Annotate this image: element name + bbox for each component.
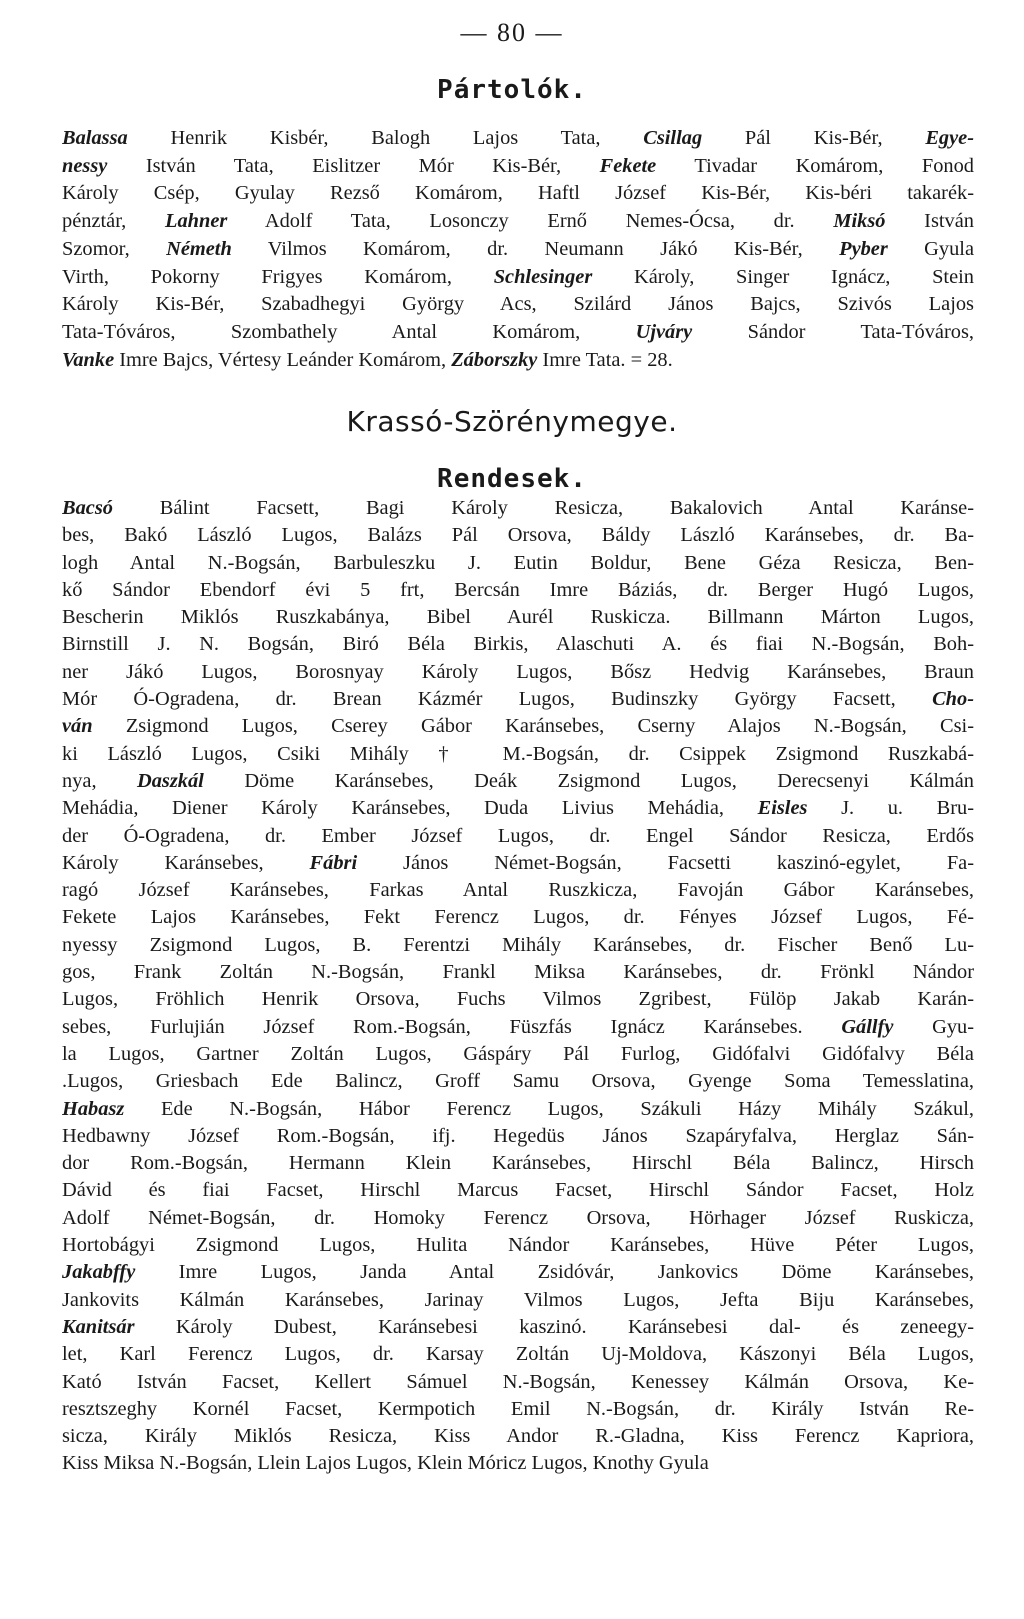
text-run: logh Antal N.-Bogsán, Barbuleszku J. Eutin Boldur, Bene Géza Resicza, Ben- <box>62 551 974 574</box>
text-run: János Német-Bogsán, Facsetti kaszinó-egylet, Fa- <box>357 851 974 874</box>
text-line <box>62 768 974 795</box>
text-line <box>62 1232 974 1259</box>
text-line <box>62 877 974 904</box>
emphasized-name: Egye- <box>925 127 974 149</box>
text-run: Imre Bajcs, Vértesy Leánder Komárom, <box>114 348 452 371</box>
text-line <box>62 1341 974 1368</box>
text-line <box>62 1396 974 1423</box>
text-run: Károly Karánsebes, <box>62 851 310 874</box>
text-run: Kiss Miksa N.-Bogsán, Llein Lajos Lugos, Klein Móricz Lugos, Knothy Gyula <box>62 1452 709 1475</box>
text-line <box>62 631 974 658</box>
text-run: Mehádia, Diener Károly Karánsebes, Duda Livius Mehádia, <box>62 797 758 820</box>
text-line <box>62 986 974 1013</box>
text-line <box>62 264 974 292</box>
text-run: resztszeghy Kornél Facset, Kermpotich Emil N.-Bogsán, dr. Király István Re- <box>62 1397 974 1420</box>
text-run: István <box>885 210 974 233</box>
emphasized-name: Záborszky <box>451 348 538 371</box>
text-run: Virth, Pokorny Frigyes Komárom, <box>62 265 494 288</box>
emphasized-name: Németh <box>166 237 232 260</box>
text-run: ki László Lugos, Csiki Mihály † M.-Bogsán, dr. Csippek Zsigmond Ruszkabá- <box>62 742 974 765</box>
text-run: Birnstill J. N. Bogsán, Biró Béla Birkis, Alaschuti A. és fiai N.-Bogsán, Boh- <box>62 633 974 656</box>
text-run: gos, Frank Zoltán N.-Bogsán, Frankl Miksa Karánsebes, dr. Frönkl Nándor <box>62 961 974 984</box>
section-heading-supporters: Pártolók. <box>437 75 587 105</box>
text-run: Adolf Tata, Losonczy Ernő Nemes-Ócsa, dr. <box>227 210 834 233</box>
text-run: Bálint Facsett, Bagi Károly Resicza, Bakalovich Antal Karánse- <box>112 497 974 519</box>
text-line <box>62 522 974 549</box>
text-run: sicza, Király Miklós Resicza, Kiss Andor R.-Gladna, Kiss Ferencz Kapriora, <box>62 1425 974 1448</box>
supporters-paragraph <box>62 125 974 374</box>
text-line <box>62 550 974 577</box>
text-run: Vilmos Komárom, dr. Neumann Jákó Kis-Bér, <box>231 237 840 260</box>
emphasized-name: Daszkál <box>137 769 204 792</box>
text-run: Hedbawny József Rom.-Bogsán, ifj. Hegedüs János Szapáryfalva, Herglaz Sán- <box>62 1124 974 1147</box>
text-line <box>62 959 974 986</box>
text-line <box>62 1123 974 1150</box>
text-line <box>62 180 974 208</box>
text-line <box>62 495 974 522</box>
text-run: Lugos, Fröhlich Henrik Orsova, Fuchs Vilmos Zgribest, Fülöp Jakab Karán- <box>62 988 974 1011</box>
text-line <box>62 659 974 686</box>
text-line <box>62 1287 974 1314</box>
text-line <box>62 1014 974 1041</box>
emphasized-name: nessy <box>62 154 108 177</box>
text-run: Gyula <box>887 237 974 260</box>
text-line <box>62 319 974 347</box>
emphasized-name: Eisles <box>757 797 808 820</box>
text-run: Imre Tata. = 28. <box>537 348 673 371</box>
text-run: Bescherin Miklós Ruszkabánya, Bibel Aurél Ruskicza. Billmann Márton Lugos, <box>62 606 974 629</box>
text-line <box>62 208 974 236</box>
text-line <box>62 686 974 713</box>
text-run: .Lugos, Griesbach Ede Balincz, Groff Samu Orsova, Gyenge Soma Temesslatina, <box>62 1070 974 1093</box>
emphasized-name: Jakabffy <box>62 1261 136 1284</box>
text-line <box>62 604 974 631</box>
text-run: la Lugos, Gartner Zoltán Lugos, Gáspáry Pál Furlog, Gidófalvi Gidófalvy Béla <box>62 1042 974 1065</box>
text-line <box>62 153 974 181</box>
text-line <box>62 904 974 931</box>
emphasized-name: Bacsó <box>62 497 113 519</box>
text-line <box>62 291 974 319</box>
text-run: nyessy Zsigmond Lugos, B. Ferentzi Mihály Karánsebes, dr. Fischer Benő Lu- <box>62 933 974 956</box>
text-line <box>62 347 974 375</box>
text-run: Jankovits Kálmán Karánsebes, Jarinay Vilmos Lugos, Jefta Biju Karánsebes, <box>62 1288 974 1311</box>
text-line <box>62 1259 974 1286</box>
emphasized-name: Csillag <box>643 127 703 149</box>
text-line <box>62 1423 974 1450</box>
text-line <box>62 125 974 153</box>
section-heading-regular-members: Rendesek. <box>437 464 587 494</box>
text-run: der Ó-Ogradena, dr. Ember József Lugos, dr. Engel Sándor Resicza, Erdős <box>62 824 974 847</box>
emphasized-name: Fekete <box>599 154 657 177</box>
emphasized-name: Balassa <box>62 127 128 149</box>
text-run: bes, Bakó László Lugos, Balázs Pál Orsova, Báldy László Karánsebes, dr. Ba- <box>62 524 974 547</box>
text-run: Sándor Tata-Tóváros, <box>692 320 974 343</box>
text-line <box>62 1177 974 1204</box>
text-run: ragó József Karánsebes, Farkas Antal Ruszkicza, Favoján Gábor Karánsebes, <box>62 879 974 902</box>
text-run: Adolf Német-Bogsán, dr. Homoky Ferencz Orsova, Hörhager József Ruskicza, <box>62 1206 974 1229</box>
text-line <box>62 932 974 959</box>
emphasized-name: Miksó <box>833 210 886 233</box>
text-run: Dávid és fiai Facset, Hirschl Marcus Facset, Hirschl Sándor Facset, Holz <box>62 1179 974 1202</box>
emphasized-name: Kanitsár <box>62 1315 135 1338</box>
text-run: dor Rom.-Bogsán, Hermann Klein Karánsebes, Hirschl Béla Balincz, Hirsch <box>62 1152 974 1175</box>
text-line <box>62 1369 974 1396</box>
text-run: Pál Kis-Bér, <box>702 127 926 149</box>
text-run: Károly, Singer Ignácz, Stein <box>592 265 974 288</box>
text-run: Mór Ó-Ogradena, dr. Brean Kázmér Lugos, Budinszky György Facsett, <box>62 688 933 711</box>
text-line <box>62 1150 974 1177</box>
text-run: kő Sándor Ebendorf évi 5 frt, Bercsán Imre Báziás, dr. Berger Hugó Lugos, <box>62 578 974 601</box>
text-line <box>62 850 974 877</box>
text-line <box>62 1068 974 1095</box>
text-run: Tivadar Komárom, Fonod <box>656 154 974 177</box>
page-number: — 80 — <box>460 18 564 47</box>
text-line <box>62 577 974 604</box>
text-run: pénztár, <box>62 210 165 233</box>
text-run: Károly Dubest, Karánsebesi kaszinó. Karánsebesi dal- és zeneegy- <box>134 1315 974 1338</box>
text-run: nya, <box>62 769 137 792</box>
text-line <box>62 713 974 740</box>
emphasized-name: Vanke <box>62 348 115 371</box>
text-line <box>62 795 974 822</box>
emphasized-name: Schlesinger <box>493 265 593 288</box>
text-run: Kató István Facset, Kellert Sámuel N.-Bogsán, Kenessey Kálmán Orsova, Ke- <box>62 1370 974 1393</box>
text-run: let, Karl Ferencz Lugos, dr. Karsay Zoltán Uj-Moldova, Kászonyi Béla Lugos, <box>62 1343 974 1366</box>
text-run: Döme Karánsebes, Deák Zsigmond Lugos, Derecsenyi Kálmán <box>203 769 974 792</box>
text-run: J. u. Bru- <box>807 797 974 820</box>
text-line <box>62 1450 974 1477</box>
county-title: Krassó-Szörénymegye. <box>346 405 678 438</box>
text-run: Szomor, <box>62 237 167 260</box>
emphasized-name: Ujváry <box>635 320 693 343</box>
text-run: Fekete Lajos Karánsebes, Fekt Ferencz Lugos, dr. Fényes József Lugos, Fé- <box>62 906 974 929</box>
emphasized-name: Cho- <box>932 688 974 711</box>
text-run: Henrik Kisbér, Balogh Lajos Tata, <box>127 127 644 149</box>
emphasized-name: Habasz <box>62 1097 125 1120</box>
text-run: Hortobágyi Zsigmond Lugos, Hulita Nándor Karánsebes, Hüve Péter Lugos, <box>62 1234 974 1257</box>
emphasized-name: ván <box>62 715 93 738</box>
text-line <box>62 1205 974 1232</box>
text-line <box>62 1314 974 1341</box>
text-run: Károly Kis-Bér, Szabadhegyi György Acs, Szilárd János Bajcs, Szivós Lajos <box>62 293 974 316</box>
text-line <box>62 823 974 850</box>
text-line <box>62 236 974 264</box>
text-run: Zsigmond Lugos, Cserey Gábor Karánsebes, Cserny Alajos N.-Bogsán, Csi- <box>92 715 974 738</box>
emphasized-name: Lahner <box>164 210 228 233</box>
text-run: ner Jákó Lugos, Borosnyay Károly Lugos, Bősz Hedvig Karánsebes, Braun <box>62 660 974 683</box>
text-line <box>62 1041 974 1068</box>
emphasized-name: Gállfy <box>841 1015 894 1038</box>
text-run: Tata-Tóváros, Szombathely Antal Komárom, <box>62 320 636 343</box>
text-line <box>62 1096 974 1123</box>
text-run: Ede N.-Bogsán, Hábor Ferencz Lugos, Szákuli Házy Mihály Szákul, <box>124 1097 974 1120</box>
emphasized-name: Pyber <box>839 237 888 260</box>
text-run: Károly Csép, Gyulay Rezső Komárom, Haftl József Kis-Bér, Kis-béri takarék- <box>62 182 974 205</box>
text-run: sebes, Furlujián József Rom.-Bogsán, Füszfás Ignácz Karánsebes. <box>62 1015 842 1038</box>
emphasized-name: Fábri <box>309 851 358 874</box>
text-run: István Tata, Eislitzer Mór Kis-Bér, <box>107 154 600 177</box>
regular-members-paragraph <box>62 495 974 1478</box>
text-run: Imre Lugos, Janda Antal Zsidóvár, Jankovics Döme Karánsebes, <box>135 1261 974 1284</box>
text-line <box>62 741 974 768</box>
text-run: Gyu- <box>893 1015 974 1038</box>
